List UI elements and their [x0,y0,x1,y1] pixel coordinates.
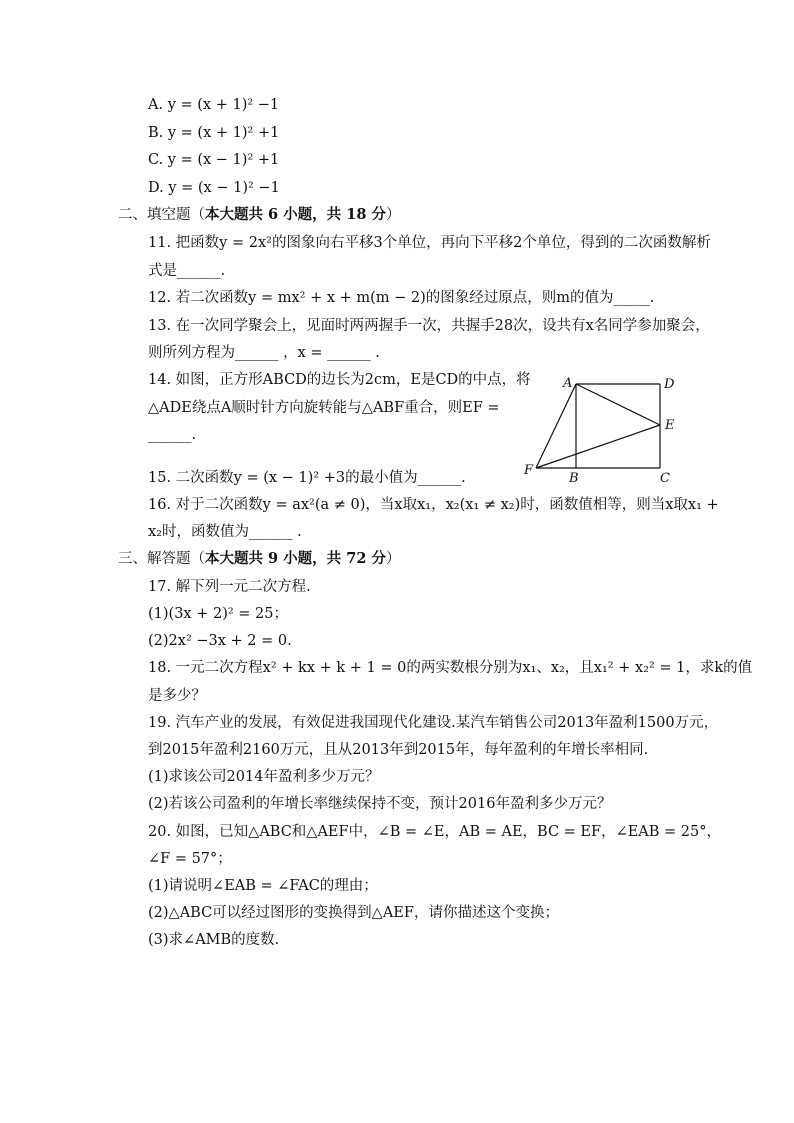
question-19-line2: 到2015年盈利2160万元，且从2013年到2015年，每年盈利的年增长率相同. [148,742,649,758]
label-b: B [569,471,579,484]
question-16-line2: x₂时，函数值为______ . [148,524,302,540]
question-14-line3: ______. [148,427,197,443]
label-d: D [664,377,675,392]
question-11-line2: 式是______. [148,263,226,279]
question-15: 15. 二次函数y = (x − 1)² +3的最小值为______. [148,470,466,486]
question-14-line1: 14. 如图，正方形ABCD的边长为2cm，E是CD的中点，将 [148,372,531,388]
question-17-line1: 17. 解下列一元二次方程. [148,579,311,595]
question-13-line1: 13. 在一次同学聚会上，见面时两两握手一次，共握手28次，设共有x名同学参加聚会， [148,318,710,334]
question-20-part3: (3)求∠AMB的度数. [148,932,280,948]
choice-d: D. y = (x − 1)² −1 [148,180,280,196]
section-heading-solutions: 三、解答题（本大题共 9 小题，共 72 分） [118,550,401,567]
label-e: E [665,418,675,433]
question-12: 12. 若二次函数y = mx² + x + m(m − 2)的图象经过原点，则m的值为_____. [148,290,655,306]
choice-a: A. y = (x + 1)² −1 [148,97,280,113]
question-13-line2: 则所列方程为______ ，x = ______ . [148,345,380,361]
question-19-part2: (2)若该公司盈利的年增长率继续保持不变，预计2016年盈利多少万元？ [148,796,612,812]
square-rotation-figure [520,372,680,484]
question-20-part1: (1)请说明∠EAB = ∠FAC的理由； [148,878,378,894]
question-16-line1: 16. 对于二次函数y = ax²(a ≠ 0)，当x取x₁，x₂(x₁ ≠ x₂)时，函数值相等，则当x取x₁ + [148,497,719,513]
question-14-line2: △ADE绕点A顺时针方向旋转能与△ABF重合，则EF = [148,400,500,416]
question-20-line1: 20. 如图，已知△ABC和△AEF中，∠B = ∠E，AB = AE，BC = EF，∠EAB = 25°， [148,824,721,840]
section-heading-fill-blank: 二、填空题（本大题共 6 小题，共 18 分） [118,206,401,223]
edge-fe [536,425,660,468]
choice-c: C. y = (x − 1)² +1 [148,152,280,168]
question-19-part1: (1)求该公司2014年盈利多少万元？ [148,769,380,785]
label-c: C [660,471,670,484]
edge-af [536,384,576,468]
question-18-line2: 是多少？ [148,688,206,704]
question-11-line1: 11. 把函数y = 2x²的图象向右平移3个单位，再向下平移2个单位，得到的二次函数解析 [148,235,711,251]
question-20-line2: ∠F = 57°； [148,851,232,867]
question-20-part2: (2)△ABC可以经过图形的变换得到△AEF，请你描述这个变换； [148,905,559,921]
edge-ae [576,384,660,425]
choice-b: B. y = (x + 1)² +1 [148,125,280,141]
question-18-line1: 18. 一元二次方程x² + kx + k + 1 = 0的两实数根分别为x₁、x₂，且x₁² + x₂² = 1，求k的值 [148,660,753,676]
question-17-part1: (1)(3x + 2)² = 25； [148,606,288,622]
question-17-part2: (2)2x² −3x + 2 = 0. [148,633,292,649]
label-f: F [524,463,534,478]
question-19-line1: 19. 汽车产业的发展，有效促进我国现代化建设.某汽车销售公司2013年盈利1500万元， [148,715,719,731]
label-a: A [563,376,573,391]
